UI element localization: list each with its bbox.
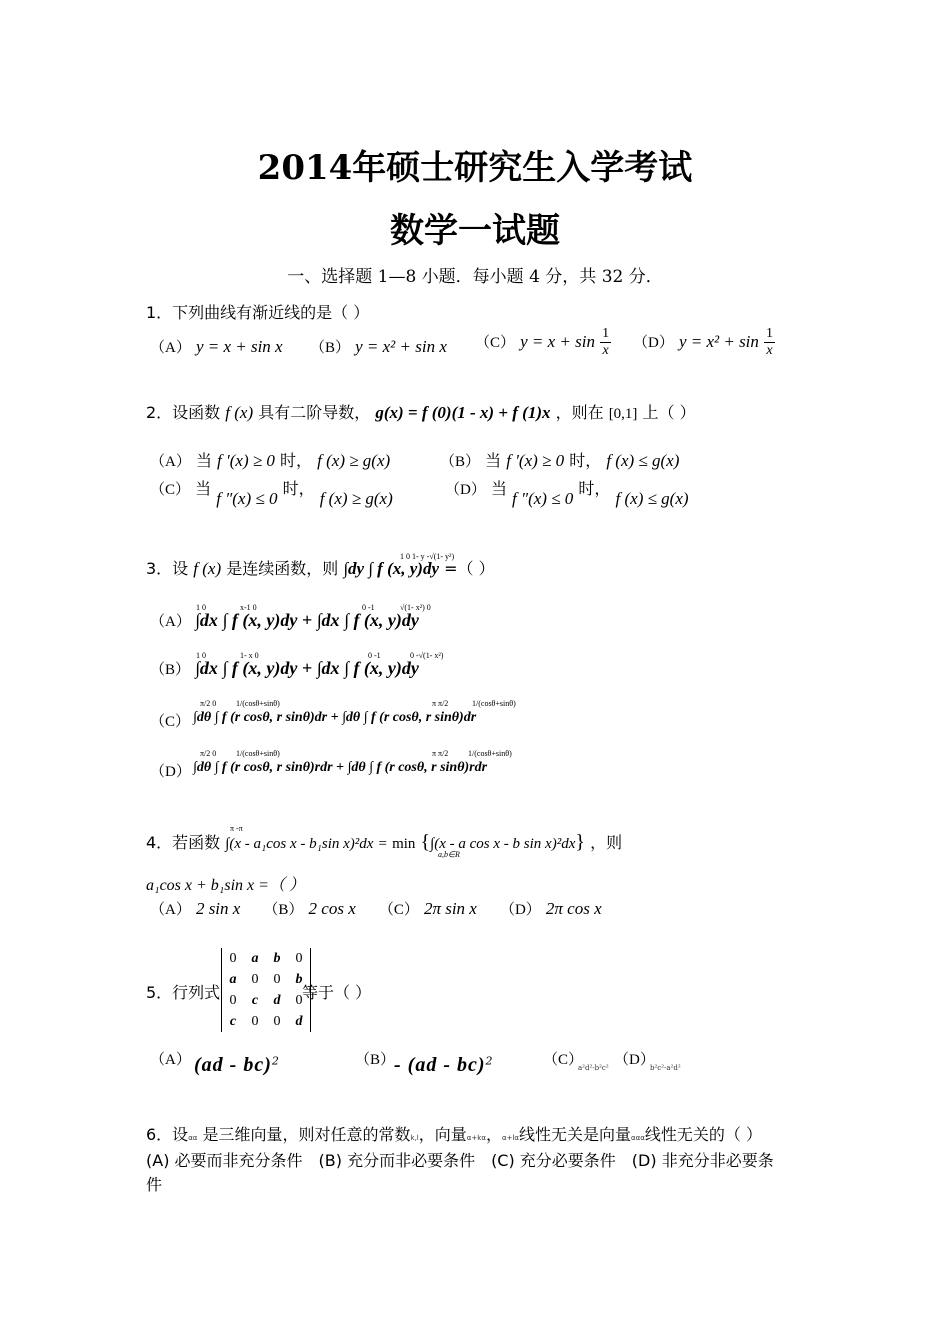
q1-option-a-expr: y = x + sin x (195, 337, 283, 356)
q1-option-d-expr: y = x² + sin (678, 332, 759, 351)
q5-option-c (543, 1048, 583, 1069)
q3-option-a-limit-4: √(1- x²) 0 (400, 603, 431, 612)
q5-stem-b: 等于（ ） (302, 983, 372, 1002)
q3-option-c-expr: ∫dθ ∫ f (r cosθ, r sinθ)dr + ∫dθ ∫ f (r cosθ, r sinθ)dr (193, 710, 477, 725)
q2-interval: [0,1] (608, 406, 638, 422)
q1-option-a (150, 336, 283, 357)
q6-options: (A) 必要而非充分条件 (B) 充分而非必要条件 (C) 充分必要条件 (D) 非充分非必要条 (146, 1151, 774, 1170)
q3-option-b-limit-4: 0 -√(1- x²) (410, 651, 444, 660)
q6-line1-e: 线性无关是向量 (519, 1125, 632, 1144)
q3-integral-limits: 1 0 1- y -√(1- y²) (400, 552, 455, 561)
q2-option-a (150, 448, 390, 471)
q3-option-d-limit-2: 1/(cosθ+sinθ) (236, 749, 280, 758)
q2-option-b-cond: f ′(x) ≥ 0 (506, 451, 565, 470)
matrix-cell: b (273, 950, 281, 966)
q4-rhs: ∫(x - a cos x - b sin x)²dx (430, 836, 576, 852)
q3-option-d-limit-3: π π/2 (432, 749, 449, 758)
q3-option-a (150, 610, 191, 631)
q4-options (150, 898, 602, 919)
fraction-denominator: x (602, 343, 609, 358)
q3-integral: ∫dy ∫ f (x, y)dy (343, 559, 440, 578)
q3-option-d-limit-1: π/2 0 (200, 749, 217, 758)
q2-option-a-then: 时， (280, 451, 313, 470)
matrix-cell: d (295, 1013, 303, 1029)
q3-option-b-expr: ∫dx ∫ f (x, y)dy + ∫dx ∫ f (x, y)dy (195, 658, 419, 678)
q4-option-d-expr: 2π cos x (545, 899, 602, 918)
fraction-numerator: 1 (602, 326, 610, 341)
q5-option-d (614, 1048, 655, 1069)
q2-option-b-when: 当 (485, 451, 502, 470)
q5-option-a-math (194, 1054, 279, 1077)
q5-option-a (150, 1048, 191, 1069)
section-header: 一、选择题 1—8 小题．每小题 4 分，共 32 分． (287, 267, 663, 287)
q2-option-a-result: f (x) ≥ g(x) (317, 451, 391, 470)
matrix-cell: 0 (295, 950, 303, 966)
q3-option-b (150, 658, 190, 679)
q2-option-b-result: f (x) ≤ g(x) (606, 451, 680, 470)
q1-option-c-expr: y = x + sin (520, 332, 595, 351)
q6-line1-d: ， (485, 1125, 502, 1144)
q4-option-c-label: （C） (378, 902, 419, 918)
q3-option-a-label: （A） (150, 614, 191, 630)
q3-option-d-expr: ∫dθ ∫ f (r cosθ, r sinθ)rdr + ∫dθ ∫ f (r cosθ, r sinθ)rdr (193, 760, 488, 775)
q2-fx: f (x) (225, 403, 254, 422)
q6-line1-a: 6．设 (146, 1125, 189, 1144)
q4-lhs: ∫(x - a₁cos x - b₁sin x)²dx (225, 836, 374, 852)
q2-option-b (440, 448, 679, 471)
q1-option-b-expr: y = x² + sin x (355, 337, 447, 356)
q2-option-c-result: f (x) ≥ g(x) (319, 489, 393, 508)
q3-option-c-limit-3: π π/2 (432, 699, 449, 708)
matrix-cell: 0 (273, 1013, 281, 1029)
q5-option-a-exponent: 2 (271, 1054, 279, 1068)
q1-stem: 1．下列曲线有渐近线的是（ ） (146, 303, 370, 322)
q6-options-cont: 件 (146, 1175, 163, 1194)
matrix-cell: 0 (295, 992, 303, 1008)
q2-option-a-when: 当 (195, 451, 212, 470)
vector-placeholder-icon: ααα (631, 1134, 645, 1142)
q2-option-d-result: f (x) ≤ g(x) (615, 489, 689, 508)
matrix-cell: c (251, 992, 259, 1008)
q1-option-c-label: （C） (475, 335, 516, 351)
q4-min-subscript: a,b∈R (438, 850, 460, 859)
q4-option-b-label: （B） (263, 902, 304, 918)
fraction-denominator: x (766, 343, 773, 358)
q1-option-d-fraction (764, 326, 775, 359)
q5-option-b-exponent: 2 (485, 1054, 493, 1068)
q6-line1-c: ，向量 (418, 1125, 467, 1144)
q3-option-c-limit-2: 1/(cosθ+sinθ) (236, 699, 280, 708)
q3-option-a-limit-3: 0 -1 (362, 603, 375, 612)
q1-option-d (633, 326, 775, 359)
q2-option-b-then: 时， (569, 451, 602, 470)
q3-option-a-limit-2: x-1 0 (240, 603, 257, 612)
q2-option-d-cond: f ″(x) ≤ 0 (512, 489, 574, 508)
q5-option-b-label: （B） (355, 1052, 396, 1068)
q3-option-d-limit-4: 1/(cosθ+sinθ) (468, 749, 512, 758)
q2-option-c-label: （C） (150, 482, 191, 498)
q4-equals: = (378, 836, 387, 852)
q3-option-a-expr: ∫dx ∫ f (x, y)dy + ∫dx ∫ f (x, y)dy (195, 610, 419, 630)
q3-option-c-label: （C） (150, 714, 191, 730)
q3-stem-a: 3．设 (146, 559, 189, 578)
q1-option-a-label: （A） (150, 340, 191, 356)
q4-min: min (392, 836, 416, 852)
q2-gx: g(x) = f (0)(1 - x) + f (1)x (375, 403, 551, 422)
q3-option-b-limit-2: 1- x 0 (240, 651, 259, 660)
q4-stem: 4．若函数 ∫(x - a₁cos x - b₁sin x)²dx = min {∫(x - a cos x - b sin x)²dx} ，则 (146, 831, 623, 853)
q2-option-c-when: 当 (195, 479, 212, 498)
q4-option-a-label: （A） (150, 902, 191, 918)
q2-option-d-then: 时， (578, 479, 611, 498)
q2-option-c-cond: f ″(x) ≤ 0 (216, 489, 278, 508)
q2-option-b-label: （B） (440, 454, 481, 470)
matrix-cell: b (295, 971, 303, 987)
q2-stem-a: 2．设函数 (146, 403, 221, 422)
q5-option-c-placeholder: a²d²-b²c² (578, 1064, 609, 1072)
q1-option-c (475, 326, 611, 359)
q2-stem (146, 400, 696, 423)
q2-option-a-cond: f ′(x) ≥ 0 (217, 451, 275, 470)
q3-option-c-limit-1: π/2 0 (200, 699, 217, 708)
q1-option-b (310, 336, 447, 357)
q3-option-b-label: （B） (150, 662, 191, 678)
q2-stem-c: ，则在 (555, 403, 604, 422)
q4-stem-b: ，则 (590, 833, 623, 852)
q5-option-c-label: （C） (543, 1052, 584, 1068)
q2-option-c (150, 476, 393, 508)
q4-option-c-expr: 2π sin x (423, 899, 477, 918)
matrix-cell: 0 (251, 971, 259, 987)
q5-option-a-expr: (ad - bc) (194, 1054, 272, 1076)
q6-line1 (146, 1122, 762, 1145)
q3-option-d-label: （D） (150, 764, 191, 780)
q4-line2: a₁cos x + b₁sin x =（ ） (146, 877, 305, 894)
exam-title: 2014年硕士研究生入学考试 (257, 148, 693, 188)
q5-stem-a: 5．行列式 (146, 983, 221, 1002)
q2-option-d-label: （D） (445, 482, 486, 498)
q3-stem-b: 是连续函数，则 (226, 559, 339, 578)
q3-fx: f (x) (193, 559, 222, 578)
fraction-numerator: 1 (766, 326, 774, 341)
matrix-cell: d (273, 992, 281, 1008)
q3-option-b-limit-3: 0 -1 (368, 651, 381, 660)
matrix-cell: c (229, 1013, 237, 1029)
q5-option-b-expr: - (ad - bc) (394, 1054, 486, 1076)
q5-option-b (355, 1048, 395, 1069)
q2-option-c-then: 时， (282, 479, 315, 498)
q4-stem-a: 4．若函数 (146, 833, 221, 852)
q6-line1-b: 是三维向量，则对任意的常数 (202, 1125, 411, 1144)
matrix-cell: 0 (229, 992, 237, 1008)
q2-option-a-label: （A） (150, 454, 191, 470)
exam-subtitle: 数学一试题 (390, 211, 560, 251)
q2-stem-b: 具有二阶导数， (258, 403, 371, 422)
q2-option-d-when: 当 (490, 479, 507, 498)
q3-option-d (150, 760, 191, 781)
q5-option-a-label: （A） (150, 1052, 191, 1068)
q4-lhs-limits: π -π (230, 824, 243, 833)
matrix-cell: 0 (251, 1013, 259, 1029)
vector-placeholder-icon: αα (188, 1134, 198, 1142)
q3-option-b-limit-1: 1 0 (196, 651, 206, 660)
q5-option-d-placeholder: b²c²-a²d² (650, 1064, 681, 1072)
q3-option-c-limit-4: 1/(cosθ+sinθ) (472, 699, 516, 708)
q3-option-c (150, 710, 190, 731)
matrix-cell: a (229, 971, 237, 987)
matrix-cell: 0 (229, 950, 237, 966)
vector-placeholder-icon: α+kα (466, 1134, 486, 1142)
q2-option-d (445, 476, 689, 508)
q5-option-b-math (394, 1054, 493, 1077)
matrix-cell: a (251, 950, 259, 966)
q4-option-b-expr: 2 cos x (308, 899, 356, 918)
q1-option-d-label: （D） (633, 335, 674, 351)
q4-option-a-expr: 2 sin x (195, 899, 241, 918)
q2-stem-d: 上（ ） (642, 403, 696, 422)
q6-line1-f: 线性无关的（ ） (644, 1125, 762, 1144)
q4-option-d-label: （D） (499, 902, 541, 918)
vector-placeholder-icon: α+lα (501, 1134, 519, 1142)
q5-determinant (221, 948, 311, 1032)
q1-option-b-label: （B） (310, 340, 351, 356)
constant-placeholder-icon: k,l (410, 1134, 419, 1142)
q3-stem-c: =（ ） (444, 559, 495, 578)
q3-option-a-limit-1: 1 0 (196, 603, 206, 612)
q5-option-d-label: （D） (614, 1052, 655, 1068)
matrix-cell: 0 (273, 971, 281, 987)
q1-option-c-fraction (600, 326, 611, 359)
